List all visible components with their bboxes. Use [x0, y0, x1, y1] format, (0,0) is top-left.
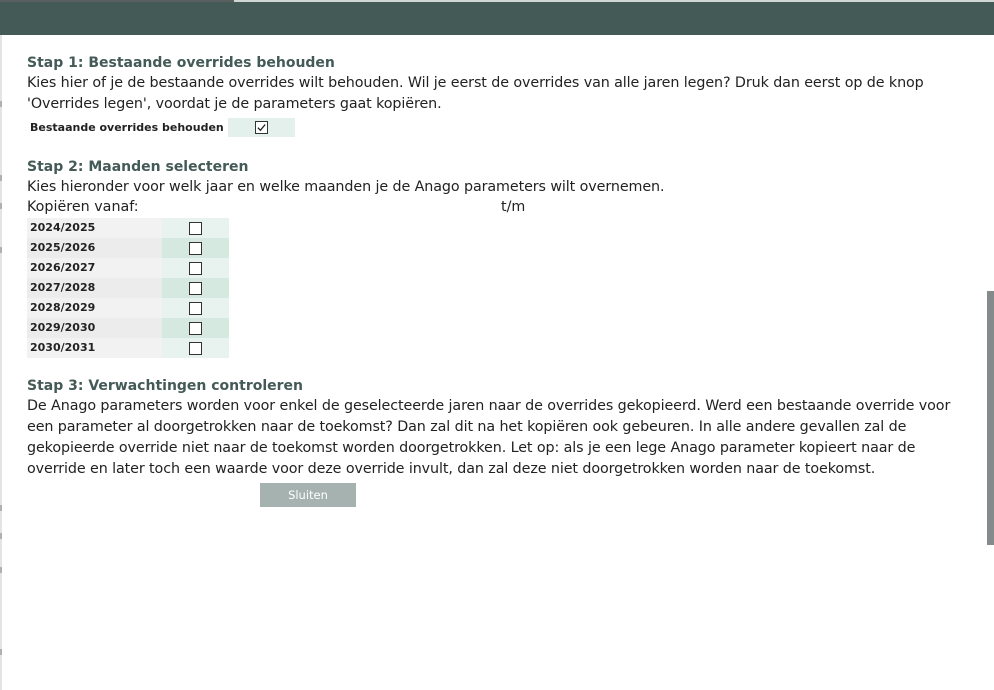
year-row [27, 318, 972, 338]
copy-range-row [27, 197, 972, 217]
year-checkbox[interactable] [189, 242, 202, 255]
step1-section [27, 53, 972, 137]
left-edge-mark [0, 175, 2, 181]
left-edge-mark [0, 203, 2, 209]
vertical-scrollbar[interactable] [987, 291, 994, 545]
step3-title: Stap 3: Verwachtingen controleren [27, 378, 304, 395]
checkmark-icon [256, 122, 267, 133]
left-edge-mark [0, 567, 2, 573]
year-checkbox[interactable] [189, 282, 202, 295]
left-edge-mark [0, 247, 2, 253]
step3-description: De Anago parameters worden voor enkel de geselecteerde jaren naar de overrides gekopieerd. Werd een bestaande override voor een parameter al doorgetrokken naar de toekomst? Dan zal dit na het kopiëren ook gebeuren. In alle andere gevallen zal de gekopieerde override niet naar de toekomst worden doorgetrokken. Let op: als je een lege Anago parameter kopieert naar de override en later toch een waarde voor deze override invult, dan zal deze niet doorgetrokken worden naar de toekomst. [27, 398, 951, 477]
year-row [27, 238, 972, 258]
step2-section [27, 157, 972, 359]
year-cell [162, 258, 229, 278]
dialog-content [27, 53, 972, 507]
year-cell [162, 278, 229, 298]
year-label: 2026/2027 [27, 258, 162, 278]
year-cell [162, 238, 229, 258]
year-label: 2025/2026 [27, 238, 162, 258]
year-row [27, 278, 972, 298]
year-row [27, 258, 972, 278]
year-label: 2028/2029 [27, 298, 162, 318]
year-cell [162, 298, 229, 318]
step3-section [27, 376, 972, 506]
year-row [27, 218, 972, 238]
year-label: 2027/2028 [27, 278, 162, 298]
keep-overrides-cell [228, 118, 295, 137]
year-label: 2029/2030 [27, 318, 162, 338]
step1-title: Stap 1: Bestaande overrides behouden [27, 55, 335, 71]
left-edge [0, 35, 2, 690]
keep-overrides-checkbox[interactable] [255, 121, 268, 134]
close-button[interactable]: Sluiten [260, 483, 356, 507]
year-checkbox[interactable] [189, 342, 202, 355]
year-row [27, 298, 972, 318]
year-cell [162, 338, 229, 358]
year-checkbox[interactable] [189, 222, 202, 235]
year-cell [162, 318, 229, 338]
year-checkbox[interactable] [189, 322, 202, 335]
step2-title: Stap 2: Maanden selecteren [27, 158, 249, 175]
year-checkbox[interactable] [189, 302, 202, 315]
year-label: 2030/2031 [27, 338, 162, 358]
year-checkbox[interactable] [189, 262, 202, 275]
left-edge-mark [0, 101, 2, 107]
step2-description: Kies hieronder voor welk jaar en welke maanden je de Anago parameters wilt overnemen. [27, 178, 665, 195]
copy-from-label: Kopiëren vanaf: [27, 199, 139, 216]
keep-overrides-row [27, 118, 972, 137]
year-row [27, 338, 972, 358]
left-edge-mark [0, 533, 2, 539]
year-cell [162, 218, 229, 238]
keep-overrides-label: Bestaande overrides behouden [30, 120, 224, 134]
left-edge-mark [0, 649, 2, 655]
left-edge-mark [0, 505, 2, 511]
step1-description: Kies hier of je de bestaande overrides wilt behouden. Wil je eerst de overrides van alle jaren legen? Druk dan eerst op de knop 'Overrides legen', voordat je de parameters gaat kopiëren. [27, 75, 924, 112]
year-list [27, 218, 972, 358]
year-label: 2024/2025 [27, 218, 162, 238]
dialog-header-bar [0, 2, 994, 35]
until-label: t/m [501, 199, 526, 216]
